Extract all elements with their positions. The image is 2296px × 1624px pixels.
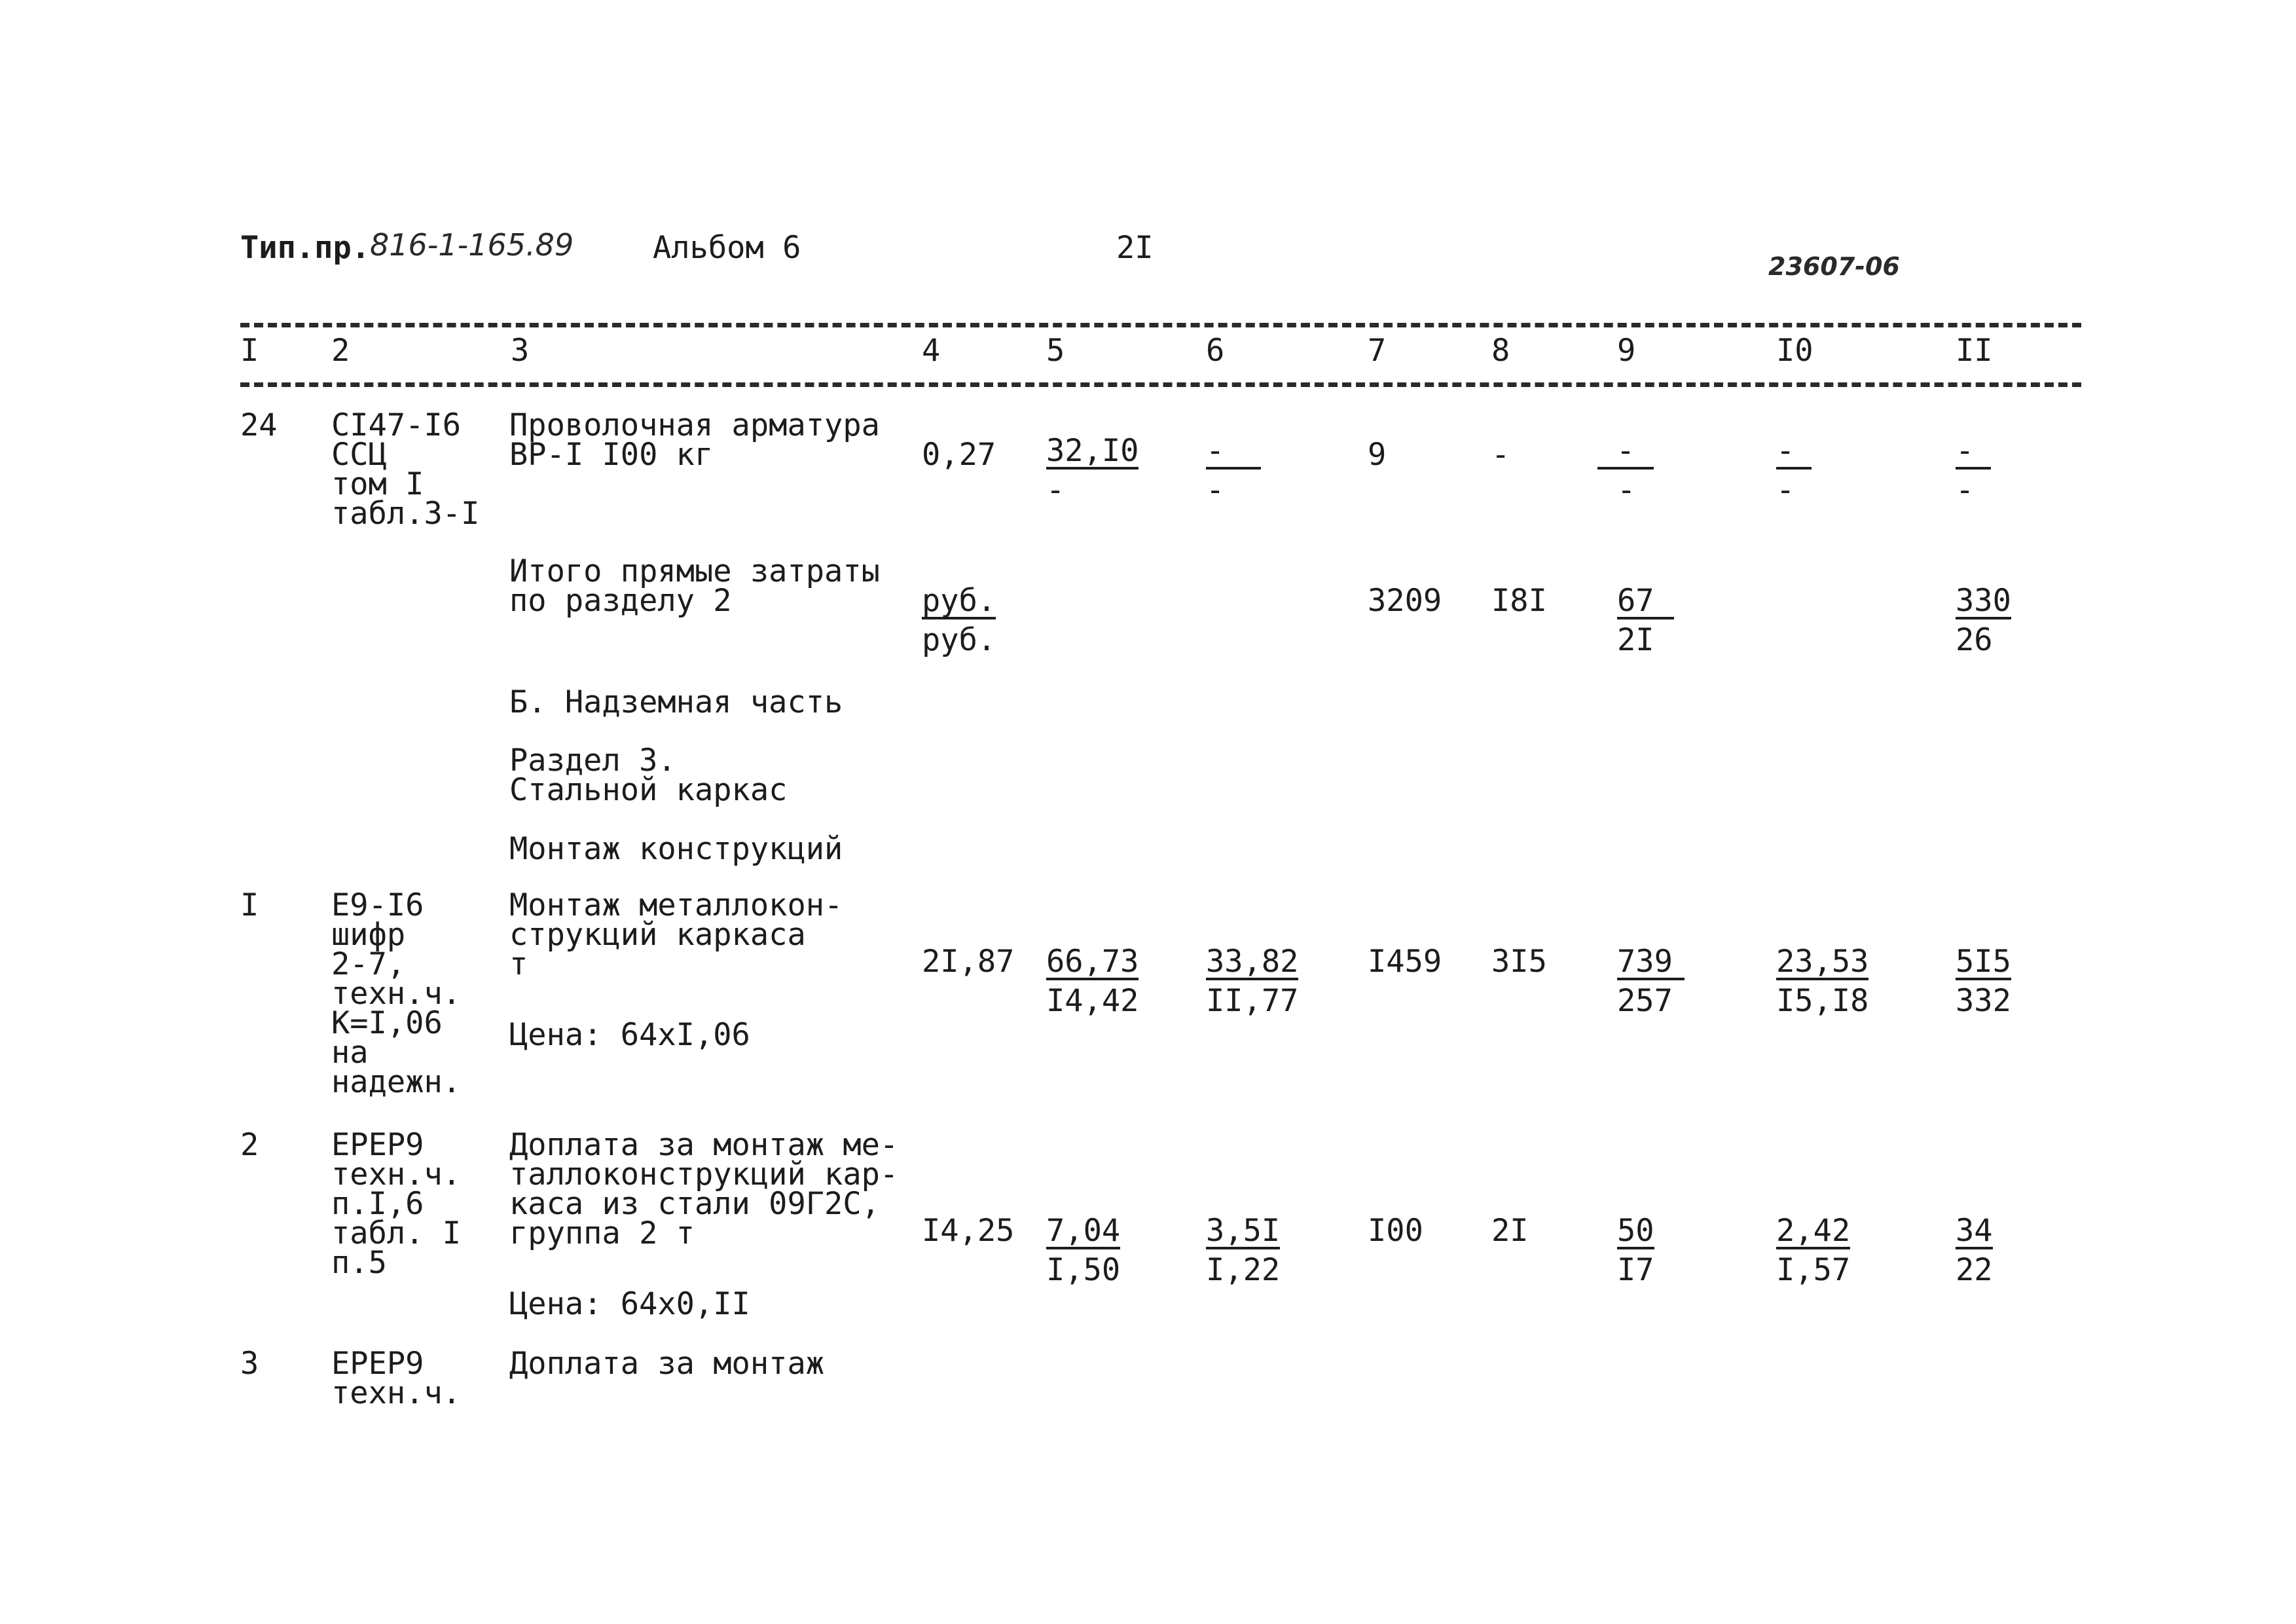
row-24-col6-bottom: - xyxy=(1206,472,1225,508)
column-header-2: 2 xyxy=(331,333,350,369)
row-1-desc-2: струкций каркаса xyxy=(509,917,806,953)
row-1-col5-bottom: I4,42 xyxy=(1046,983,1139,1019)
section-3-number: Раздел 3. xyxy=(509,743,676,779)
row-2-code-3: п.I,6 xyxy=(331,1186,424,1222)
row-2-col5-top: 7,04 xyxy=(1046,1213,1121,1249)
row-2-col11-bottom: 22 xyxy=(1956,1252,1993,1288)
row-24-col4: 0,27 xyxy=(922,437,996,473)
header-rule-bottom xyxy=(240,382,2081,387)
row-2-col6-top: 3,5I xyxy=(1206,1213,1281,1249)
row-24-code-4: табл.3-I xyxy=(331,496,480,532)
row-24-col7: 9 xyxy=(1368,437,1387,473)
row-3-desc-1: Доплата за монтаж xyxy=(509,1346,825,1382)
row-2-col5 xyxy=(1046,1213,1121,1288)
column-header-10: I0 xyxy=(1776,333,1813,369)
row-1-desc-3: т xyxy=(509,946,528,982)
row-1-col6-top: 33,82 xyxy=(1206,944,1299,980)
row-2-code-4: табл. I xyxy=(331,1215,462,1251)
row-2-col9 xyxy=(1617,1213,1654,1288)
row-2-col6-bottom: I,22 xyxy=(1206,1252,1281,1288)
total-col11-bottom: 26 xyxy=(1956,622,1993,658)
total-col9-bottom: 2I xyxy=(1617,622,1654,658)
total-desc-2: по разделу 2 xyxy=(509,583,732,619)
row-1-col7: I459 xyxy=(1368,944,1442,980)
row-24-col11-top: - xyxy=(1956,437,1991,470)
row-1-col9-top: 739 xyxy=(1617,948,1685,980)
row-3-code-1: ЕРЕР9 xyxy=(331,1346,424,1382)
row-1-col8: 3I5 xyxy=(1491,944,1547,980)
row-2-desc-4: группа 2 т xyxy=(509,1215,695,1251)
row-24-code-1: CI47-I6 xyxy=(331,407,462,443)
row-1-code-2: шифр xyxy=(331,917,406,953)
row-1-col10 xyxy=(1776,944,1869,1019)
row-24-col11-bottom: - xyxy=(1956,472,1975,508)
row-24-col6-top: - xyxy=(1206,437,1261,470)
header-prefix: Тип.пр. xyxy=(240,230,371,266)
total-desc-1: Итого прямые затраты xyxy=(509,553,880,589)
row-1-col9 xyxy=(1617,944,1685,1019)
row-1-col4: 2I,87 xyxy=(922,944,1015,980)
row-2-col11-top: 34 xyxy=(1956,1213,1993,1249)
column-header-4: 4 xyxy=(922,333,941,369)
row-1-col11-bottom: 332 xyxy=(1956,983,2011,1019)
row-2-col7: I00 xyxy=(1368,1213,1423,1249)
row-24-col10-bottom: - xyxy=(1776,472,1795,508)
page-number: 2I xyxy=(1116,230,1154,266)
row-2-col4: I4,25 xyxy=(922,1213,1015,1249)
row-24-number: 24 xyxy=(240,407,278,443)
total-col9-top: 67 xyxy=(1617,587,1674,619)
row-1-col11-top: 5I5 xyxy=(1956,944,2011,980)
row-1-col9-bottom: 257 xyxy=(1617,983,1673,1019)
row-24-col9-bottom: - xyxy=(1617,472,1636,508)
row-24-code-3: том I xyxy=(331,466,424,502)
column-header-6: 6 xyxy=(1206,333,1225,369)
row-2-code-5: п.5 xyxy=(331,1245,387,1281)
row-24-desc-1: Проволочная арматура xyxy=(509,407,880,443)
row-1-code-6: на xyxy=(331,1035,369,1071)
row-2-col5-bottom: I,50 xyxy=(1046,1252,1121,1288)
row-2-number: 2 xyxy=(240,1127,259,1163)
row-1-price: Цена: 64хI,06 xyxy=(509,1017,750,1053)
row-24-col9 xyxy=(1597,433,1654,508)
row-24-col11 xyxy=(1956,433,1991,508)
row-2-col8: 2I xyxy=(1491,1213,1529,1249)
total-col11 xyxy=(1956,583,2011,658)
row-1-col6-bottom: II,77 xyxy=(1206,983,1299,1019)
total-col7: 3209 xyxy=(1368,583,1442,619)
row-24-col6 xyxy=(1206,433,1261,508)
row-1-col10-bottom: I5,I8 xyxy=(1776,983,1869,1019)
row-24-col10 xyxy=(1776,433,1812,508)
row-2-col11 xyxy=(1956,1213,1993,1288)
column-header-7: 7 xyxy=(1368,333,1387,369)
row-1-col6 xyxy=(1206,944,1299,1019)
row-1-desc-1: Монтаж металлокон- xyxy=(509,887,843,923)
row-24-col5 xyxy=(1046,433,1139,508)
row-24-col8: - xyxy=(1491,437,1510,473)
column-header-8: 8 xyxy=(1491,333,1510,369)
mount-heading: Монтаж конструкций xyxy=(509,831,843,867)
header-rule-top xyxy=(240,323,2081,327)
row-1-col11 xyxy=(1956,944,2011,1019)
row-3-code-2: техн.ч. xyxy=(331,1375,462,1411)
row-24-desc-2: ВР-I I00 кг xyxy=(509,437,714,473)
row-1-col5 xyxy=(1046,944,1139,1019)
row-1-col5-top: 66,73 xyxy=(1046,944,1139,980)
row-1-code-3: 2-7, xyxy=(331,946,406,982)
column-header-11: II xyxy=(1956,333,1993,369)
row-2-price: Цена: 64х0,II xyxy=(509,1286,750,1322)
row-2-code-1: ЕРЕР9 xyxy=(331,1127,424,1163)
row-2-desc-2: таллоконструкций кар- xyxy=(509,1156,899,1192)
total-col4 xyxy=(922,583,996,658)
row-3-number: 3 xyxy=(240,1346,259,1382)
document-number: 23607-06 xyxy=(1768,252,1900,281)
row-2-col6 xyxy=(1206,1213,1281,1288)
row-2-code-2: техн.ч. xyxy=(331,1156,462,1192)
total-col4-top: руб. xyxy=(922,583,996,619)
row-1-number: I xyxy=(240,887,259,923)
column-header-3: 3 xyxy=(511,333,530,369)
row-2-col10-top: 2,42 xyxy=(1776,1213,1851,1249)
column-header-1: I xyxy=(240,333,259,369)
row-2-col9-top: 50 xyxy=(1617,1213,1654,1249)
row-1-code-5: K=I,06 xyxy=(331,1005,443,1041)
row-2-desc-3: каса из стали 09Г2С, xyxy=(509,1186,880,1222)
section-b-heading: Б. Надземная часть xyxy=(509,684,843,720)
column-header-5: 5 xyxy=(1046,333,1065,369)
total-col11-top: 330 xyxy=(1956,583,2011,619)
row-24-col10-top: - xyxy=(1776,437,1812,470)
row-1-code-1: Е9-I6 xyxy=(331,887,424,923)
row-1-code-7: надежн. xyxy=(331,1064,462,1100)
row-2-col9-bottom: I7 xyxy=(1617,1252,1654,1288)
row-24-col5-top: 32,I0 xyxy=(1046,433,1139,469)
album-label: Альбом 6 xyxy=(653,230,801,266)
row-24-col5-bottom: - xyxy=(1046,472,1065,508)
total-col8: I8I xyxy=(1491,583,1547,619)
row-2-desc-1: Доплата за монтаж ме- xyxy=(509,1127,899,1163)
row-2-col10-bottom: I,57 xyxy=(1776,1252,1851,1288)
project-number: 816-1-165.89 xyxy=(370,227,574,263)
row-24-col9-top: - xyxy=(1597,437,1654,470)
row-2-col10 xyxy=(1776,1213,1851,1288)
row-1-code-4: техн.ч. xyxy=(331,976,462,1012)
row-24-code-2: ССЦ xyxy=(331,437,387,473)
row-1-col10-top: 23,53 xyxy=(1776,944,1869,980)
section-3-title: Стальной каркас xyxy=(509,772,788,808)
total-col4-bottom: руб. xyxy=(922,622,996,658)
column-header-9: 9 xyxy=(1617,333,1636,369)
total-col9 xyxy=(1617,583,1674,658)
